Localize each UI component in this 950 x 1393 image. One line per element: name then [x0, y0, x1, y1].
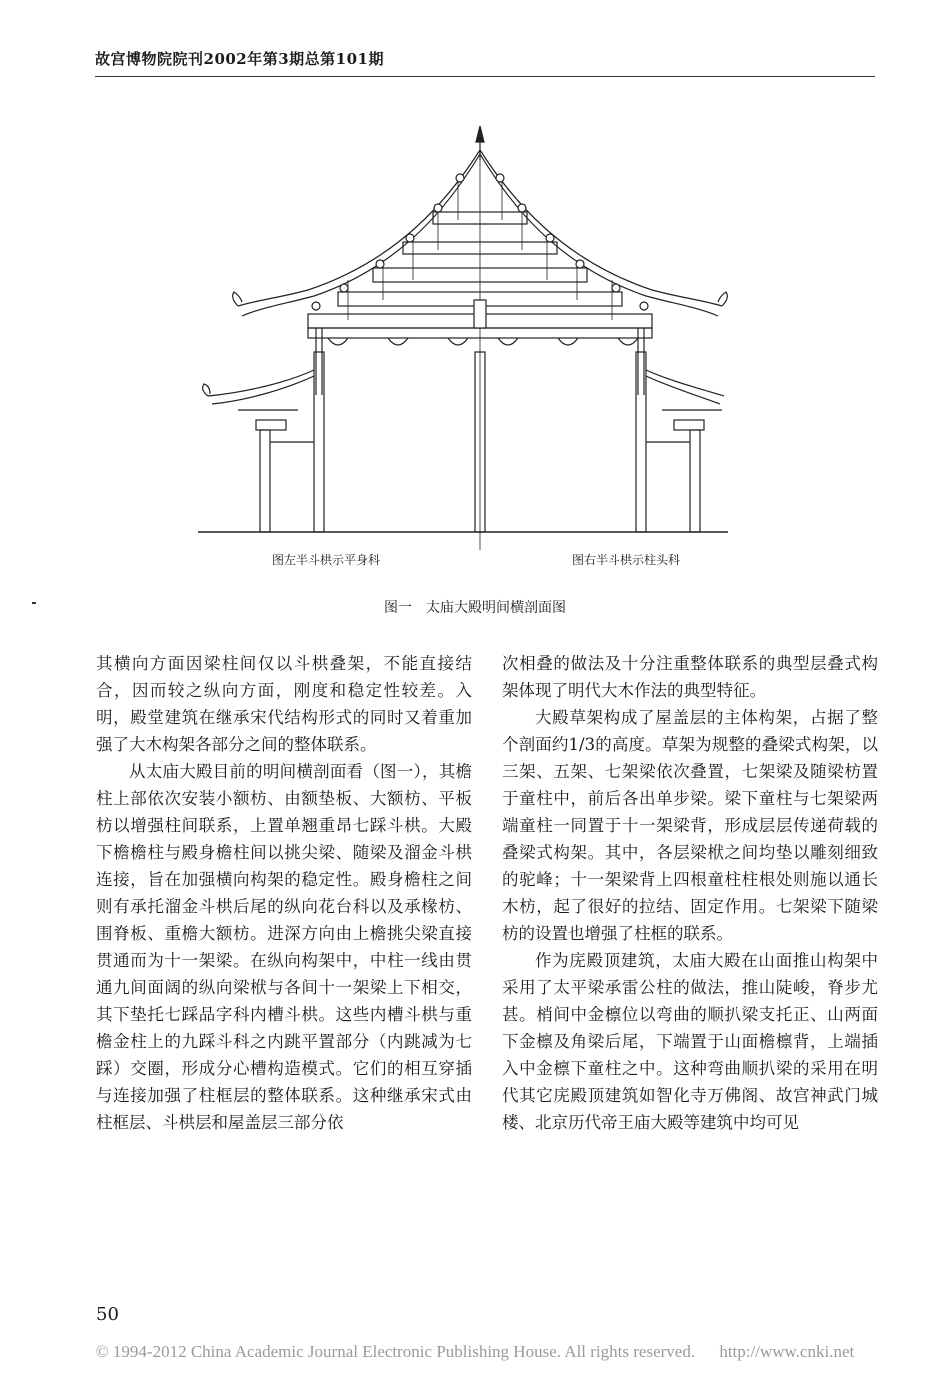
caption-right: 图右半斗栱示柱头科: [572, 553, 681, 567]
copyright-footer: [0, 1342, 950, 1362]
paragraph: 作为庑殿顶建筑，太庙大殿在山面推山构架中采用了太平梁承雷公柱的做法，推山陡峻，脊步尤甚。梢间中金檩位以弯曲的顺扒梁支托正、山两面下金檩及角梁后尾，下端置于山面檐檩背，上端插入中金檩下童柱之中。这种弯曲顺扒梁的采用在明代其它庑殿顶建筑如智化寺万佛阁、故宫神武门城楼、北京历代帝王庙大殿等建筑中均可见: [502, 951, 878, 1132]
paragraph: 次相叠的做法及十分注重整体联系的典型层叠式构架体现了明代大木作法的典型特征。: [502, 654, 878, 700]
journal-header: 故宫博物院院刊2002年第3期总第101期: [95, 50, 384, 68]
right-column: [502, 650, 878, 1136]
section-drawing: [198, 120, 728, 555]
page-number: 50: [96, 1304, 119, 1325]
paragraph: 从太庙大殿目前的明间横剖面看（图一），其檐柱上部依次安装小额枋、由额垫板、大额枋、平板枋以增强柱间联系，上置单翘重昂七踩斗栱。大殿下檐檐柱与殿身檐柱间以挑尖梁、随梁及溜金斗栱连接，旨在加强横向构架的稳定性。殿身檐柱之间则有承托溜金斗栱后尾的纵向花台科以及承椽枋、围脊板、重檐大额枋。进深方向由上檐挑尖梁直接贯通而为十一架梁。在纵向构架中，中柱一线由贯通九间面阔的纵向梁栿与各间十一架梁上下相交，其下垫托七踩品字科内槽斗栱。这些内槽斗栱与重檐金柱上的九踩斗科之内跳平置部分（内跳减为七踩）交圈，形成分心槽构造模式。它们的相互穿插与连接加强了柱框层的整体联系。这种继承宋式由柱框层、斗栱层和屋盖层三部分依: [96, 762, 472, 1132]
footer-url[interactable]: http://www.cnki.net: [719, 1342, 855, 1361]
figure-title: 图一 太庙大殿明间横剖面图: [384, 600, 566, 616]
left-column: [96, 650, 472, 1136]
copyright-text: © 1994-2012 China Academic Journal Electronic Publishing House. All rights reserved.: [95, 1342, 696, 1361]
caption-left: 图左半斗栱示平身科: [272, 553, 381, 567]
paragraph: 其横向方面因梁柱间仅以斗栱叠架，不能直接结合，因而较之纵向方面，刚度和稳定性较差。入明，殿堂建筑在继承宋代结构形式的同时又着重加强了大木构架各部分之间的整体联系。: [96, 654, 472, 754]
header-rule: [95, 76, 875, 77]
paragraph: 大殿草架构成了屋盖层的主体构架，占据了整个剖面约1/3的高度。草架为规整的叠梁式构架，以三架、五架、七架梁依次叠置，七架梁及随梁枋置于童柱中，前后各出单步梁。梁下童柱与七架梁两端童柱一同置于十一架梁背，形成层层传递荷载的叠梁式构架。其中，各层梁栿之间均垫以雕刻细致的驼峰；十一架梁背上四根童柱柱根处则施以通长木枋，起了很好的拉结、固定作用。七架梁下随梁枋的设置也增强了柱框的联系。: [502, 708, 878, 943]
